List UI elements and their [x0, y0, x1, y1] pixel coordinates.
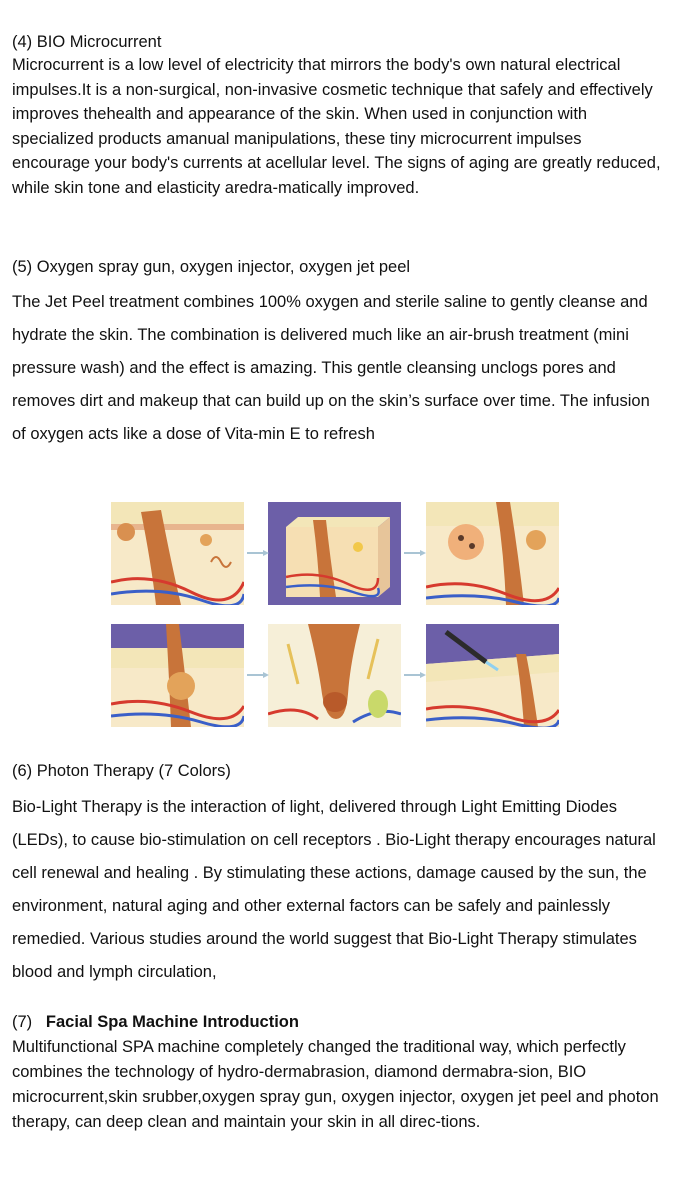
skin-illustration-4 [111, 624, 244, 727]
section-body: The Jet Peel treatment combines 100% oxygen and sterile saline to gently cleanse and hydrate the skin. The combination is delivered much like an air-brush treatment (mini pressure wash) and the effect is amazing. This gentle cleansing unclogs pores and removes dirt and makeup that can build up on the skin’s surface over time. The infusion of oxygen acts like a dose of Vita-min E to refresh [12, 293, 650, 443]
section-bio-microcurrent [12, 31, 664, 201]
arrow-right-icon [247, 550, 269, 556]
section-number: (7) [12, 1013, 46, 1031]
arrow-right-icon [247, 672, 269, 678]
arrow-right-icon [404, 672, 426, 678]
section-heading: (5) Oxygen spray gun, oxygen injector, oxygen jet peel [12, 258, 411, 276]
arrow-right-icon [404, 550, 426, 556]
section-facial-spa-intro [12, 1011, 664, 1135]
section-body: Multifunctional SPA machine completely changed the traditional way, which perfectly combines the technology of hydro-dermabrasion, diamond dermabra-sion, BIO microcurrent,skin srubber,oxygen spray gun, oxygen injector, oxygen jet peel and photon therapy, can deep clean and maintain your skin in all direc-tions. [12, 1038, 659, 1131]
section-title: Facial Spa Machine Introduction [45, 1013, 299, 1031]
skin-illustration-3 [426, 502, 559, 605]
skin-illustration-5 [268, 624, 401, 727]
skin-illustration-1 [111, 502, 244, 605]
section-body: Bio-Light Therapy is the interaction of light, delivered through Light Emitting Diodes (LEDs), to cause bio-stimulation on cell receptors . Bio-Light therapy encourages natural cell renewal and healing . By stimulating these actions, damage caused by the sun, the environment, natural aging and other external factors can be safely and painlessly remedied. Various studies around the world suggest that Bio-Light Therapy stimulates blood and lymph circulation, [12, 798, 656, 981]
skin-illustration-6 [426, 624, 559, 727]
section-heading [12, 1011, 664, 1033]
section-photon-therapy [12, 760, 664, 989]
section-body: Microcurrent is a low level of electricity that mirrors the body's own natural electrical impulses.It is a non-surgical, non-invasive cosmetic technique that safely and effectively improves thehealth and appearance of the skin. When used in conjunction with specialized products amanual manipulations, these tiny microcurrent impulses encourage your body's currents at acellular level. The signs of aging are greatly reduced, while skin tone and elasticity aredra-matically improved. [12, 56, 661, 197]
skin-illustration-2 [268, 502, 401, 605]
section-heading: (6) Photon Therapy (7 Colors) [12, 762, 231, 780]
section-oxygen-jet-peel [12, 256, 664, 451]
section-heading: (4) BIO Microcurrent [12, 33, 162, 51]
